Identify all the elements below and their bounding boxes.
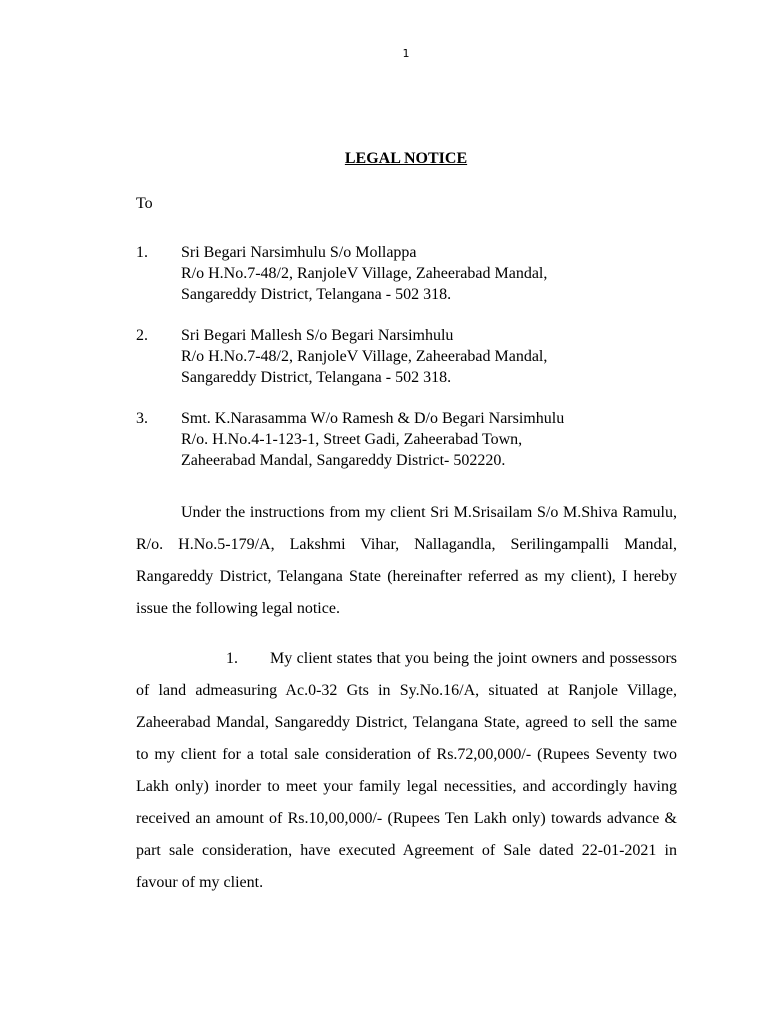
- intro-paragraph: Under the instructions from my client Sri M.Srisailam S/o M.Shiva Ramulu, R/o. H.No.5-179/A, Lakshmi Vihar, Nallagandla, Serilingampalli Mandal, Rangareddy District, Telangana State (hereinafter referred as my client), I hereby issue the following legal notice.: [136, 504, 677, 617]
- addressee-name: Sri Begari Mallesh S/o Begari Narsimhulu: [181, 327, 454, 344]
- addressee-address-line: R/o H.No.7-48/2, RanjoleV Village, Zaheerabad Mandal,: [181, 265, 548, 282]
- page-number: 1: [402, 47, 410, 60]
- addressee-number: 1.: [136, 244, 148, 261]
- addressee-name: Smt. K.Narasamma W/o Ramesh & D/o Begari Narsimhulu: [181, 410, 565, 427]
- document-title: LEGAL NOTICE: [344, 150, 468, 167]
- addressee-number: 3.: [136, 410, 148, 427]
- addressee-name: Sri Begari Narsimhulu S/o Mollappa: [181, 244, 417, 261]
- addressee-address-line: Sangareddy District, Telangana - 502 318.: [181, 369, 452, 386]
- addressee-address-line: Zaheerabad Mandal, Sangareddy District- 502220.: [181, 452, 506, 469]
- addressee-address-line: Sangareddy District, Telangana - 502 318.: [181, 286, 452, 303]
- addressee-address-line: R/o H.No.7-48/2, RanjoleV Village, Zaheerabad Mandal,: [181, 348, 548, 365]
- point-1-paragraph: [136, 643, 677, 899]
- addressee-number: 2.: [136, 327, 148, 344]
- to-label: To: [136, 195, 153, 212]
- point-number: 1.: [226, 650, 238, 667]
- addressee-address-line: R/o. H.No.4-1-123-1, Street Gadi, Zaheerabad Town,: [181, 431, 523, 448]
- point-text: My client states that you being the joint owners and possessors of land admeasuring Ac.0-32 Gts in Sy.No.16/A, situated at Ranjole Village, Zaheerabad Mandal, Sangareddy District, Telangana State, agreed to sell the same to my client for a total sale consideration of Rs.72,00,000/- (Rupees Seventy two Lakh only) inorder to meet your family legal necessities, and accordingly having received an amount of Rs.10,00,000/- (Rupees Ten Lakh only) towards advance & part sale consideration, have executed Agreement of Sale dated 22-01-2021 in favour of my client.: [136, 650, 677, 891]
